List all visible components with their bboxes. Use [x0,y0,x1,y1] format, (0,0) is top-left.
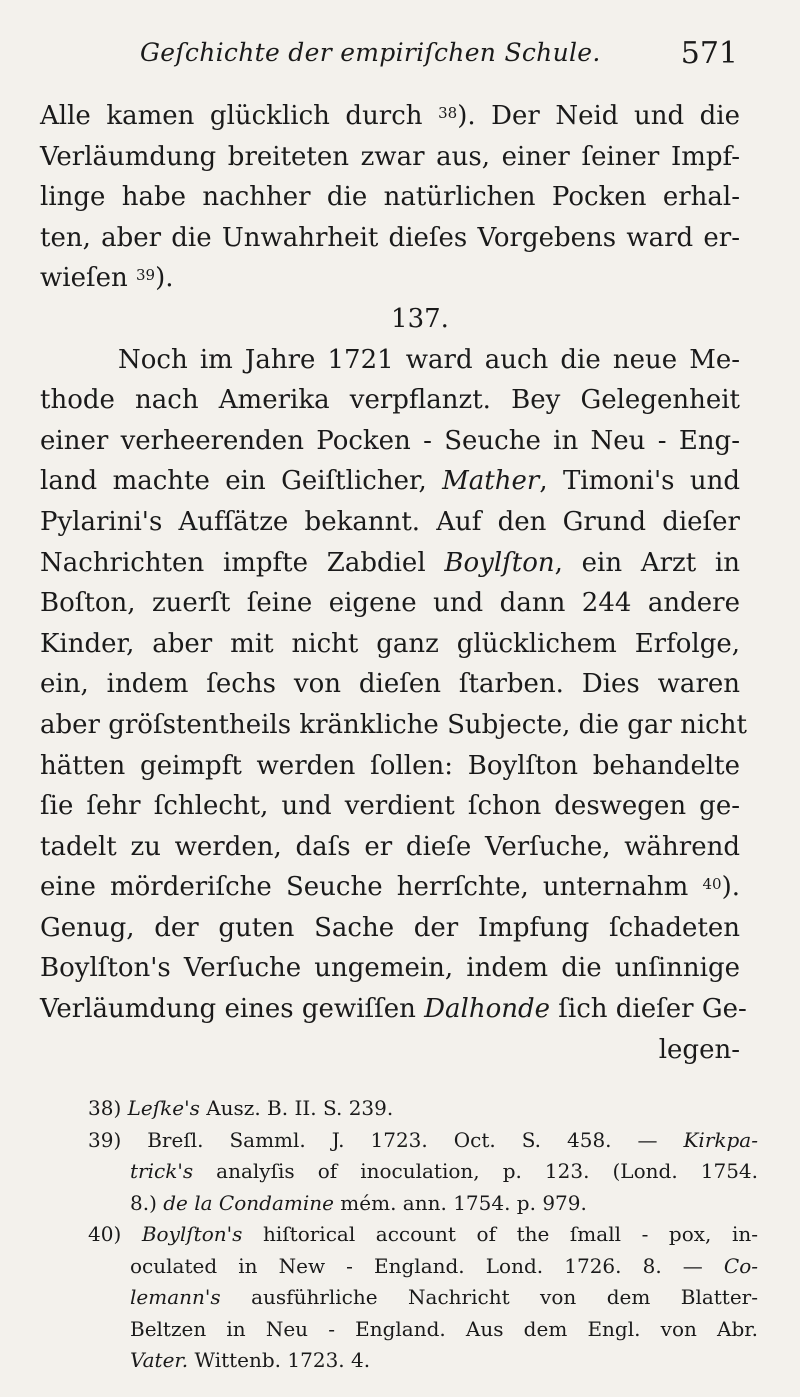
text-span: ). [155,263,174,294]
text-line: Pylarini's Aufſätze bekannt. Auf den Grund dieſer [40,506,740,537]
footnote-ref-40: 40 [702,875,722,894]
text-span: oculated in New - England. Lond. 1726. 8. — [130,1253,724,1278]
running-title: Geſchichte der empiriſchen Schule. [140,38,601,67]
text-span: Verläumdung eines gewiſſen [40,994,425,1025]
text-span: Alle kamen glücklich durch [40,101,439,131]
text-span: ). [721,872,740,903]
text-span: wieſen [40,263,136,294]
catchword: legen- [658,1034,740,1065]
running-head [140,38,760,78]
text-line: Genug, der guten Sache der Impfung ſchadeten [40,912,740,943]
text-line [40,989,747,1030]
name-dalhonde: Dalhonde [424,994,550,1025]
name-mather: Mather [442,466,540,497]
text-line [40,461,740,502]
text-span: 40) [88,1222,142,1246]
text-line: ten, aber die Unwahrheit dieſes Vorgebens ward er- [40,222,740,253]
text-line: Noch im Jahre 1721 ward auch die neue Me- [118,344,740,375]
page-number: 571 [680,36,738,71]
text-span: Ausz. B. II. S. 239. [199,1096,394,1120]
footnote-ref-39: 39 [135,266,156,285]
text-line: Kinder, aber mit nicht ganz glücklichem Erfolge, [40,628,740,659]
footnote-39 [88,1125,758,1157]
text-span: Kirkpa- [683,1127,758,1152]
text-span: ſich dieſer Ge- [550,994,747,1025]
text-span: land machte ein Geiſtlicher, [40,466,443,497]
text-span: , ein Arzt in [554,547,740,578]
text-line: Verläumdung breiteten zwar aus, einer ſeiner Impf- [40,141,740,172]
text-line: linge habe nachher die natürlichen Pocken erhal- [40,182,740,213]
text-line [40,543,740,584]
text-span: de la Condamine [163,1190,334,1215]
text-span: Wittenb. 1723. 4. [188,1348,371,1372]
text-line: Boylſton's Verſuche ungemein, indem die unſinnige [40,953,740,984]
text-line: Boſton, zuerſt ſeine eigene und dann 244 andere [40,588,740,619]
text-span: Boylſton's [141,1222,243,1246]
text-line [40,867,740,908]
text-span: Vater. [130,1348,189,1372]
text-span: 8.) [130,1190,164,1215]
footnote-40-line [88,1345,758,1377]
text-line [40,96,740,137]
text-span: mém. ann. 1754. p. 979. [333,1190,587,1215]
text-span: Leſke's [127,1096,200,1120]
text-line: ſie ſehr ſchlecht, und verdient ſchon deswegen ge- [40,791,740,822]
text-span: ). Der Neid und die [457,101,740,131]
footnote-38 [88,1093,758,1125]
text-line: ein, indem ſechs von dieſen ſtarben. Dies waren [40,669,740,700]
footnote-40-line: Beltzen in Neu - England. Aus dem Engl. von Abr. [130,1316,758,1341]
text-line: thode nach Amerika verpflanzt. Bey Gelegenheit [40,385,740,416]
text-span: 38) [88,1096,128,1120]
main-text [40,96,747,1070]
footnote-39-line [88,1156,758,1188]
section-number: 137. [391,303,449,334]
text-span: Nachrichten impfte Zabdiel [40,547,445,578]
footnote-ref-38: 38 [438,104,458,122]
text-span: lemann's [130,1285,221,1309]
text-span: trick's [130,1159,194,1183]
text-line: aber gröſstentheils kränkliche Subjecte, die gar nicht [40,709,747,740]
text-line: hätten geimpft werden ſollen: Boylſton behandelte [40,750,740,781]
text-span: eine mörderiſche Seuche herrſchte, unternahm [40,872,703,903]
footnote-39-line [88,1188,758,1220]
name-boylston: Boylſton [444,547,555,578]
text-line [40,258,740,299]
text-span: , Timoni's und [539,466,740,497]
footnotes [88,1093,758,1377]
text-span: hiſtorical account of the ſmall - pox, in- [242,1222,759,1246]
text-line: einer verheerenden Pocken - Seuche in Neu - Eng- [40,425,740,456]
text-span: Co- [723,1253,758,1278]
footnote-40 [88,1219,758,1251]
text-span: analyſis of inoculation, p. 123. (Lond. 1754. [193,1159,758,1183]
text-line: tadelt zu werden, daſs er dieſe Verſuche, während [40,831,740,862]
text-span: 39) Breſl. Samml. J. 1723. Oct. S. 458. — [88,1127,684,1152]
footnote-40-line [88,1282,758,1314]
footnote-40-line [88,1251,758,1283]
text-span: ausführliche Nachricht von dem Blatter- [220,1285,758,1309]
